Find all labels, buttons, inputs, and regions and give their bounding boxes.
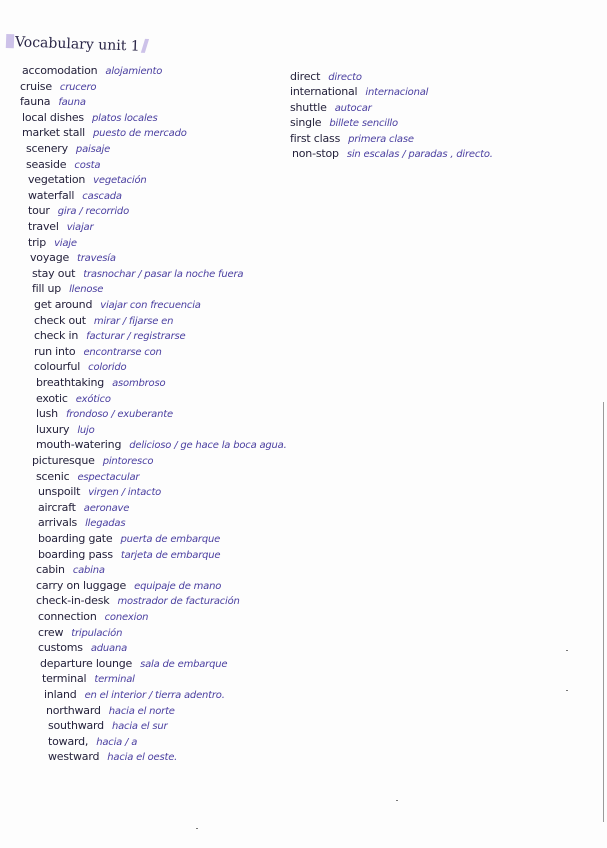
english-word: shuttle: [290, 101, 327, 114]
page-edge-line: [603, 402, 604, 822]
spanish-translation: puesto de mercado: [93, 128, 187, 139]
english-word: tour: [28, 204, 50, 217]
english-word: scenery: [26, 142, 68, 155]
spanish-translation: autocar: [334, 103, 372, 114]
vocab-entry: [32, 267, 243, 282]
spanish-translation: hacia el norte: [108, 706, 175, 717]
spanish-translation: sin escalas / paradas , directo.: [346, 149, 493, 160]
vocab-entry: [34, 298, 201, 313]
spanish-translation: mirar / fijarse en: [93, 316, 174, 327]
title-text: Vocabulary unit 1: [14, 34, 140, 55]
spanish-translation: virgen / intacto: [88, 487, 162, 498]
spanish-translation: tarjeta de embarque: [120, 550, 221, 561]
vocab-entry: [34, 345, 162, 360]
spanish-translation: vegetación: [93, 175, 147, 186]
english-word: exotic: [36, 392, 68, 405]
vocab-entry: [48, 719, 167, 734]
vocab-entry: [22, 111, 158, 126]
vocab-entry: [30, 251, 116, 266]
english-word: northward: [46, 704, 101, 717]
spanish-translation: asombroso: [112, 378, 166, 389]
spanish-translation: platos locales: [91, 113, 158, 124]
vocab-entry: [38, 516, 125, 531]
vocab-entry: [20, 80, 96, 95]
english-word: non-stop: [292, 147, 339, 160]
vocab-entry: [34, 329, 185, 344]
highlighter-mark: [6, 34, 14, 48]
english-word: single: [290, 116, 322, 129]
speck: [196, 828, 198, 829]
english-word: crew: [38, 626, 64, 639]
english-word: scenic: [36, 470, 70, 483]
vocab-entry: [26, 142, 110, 157]
english-word: mouth-watering: [36, 438, 122, 451]
spanish-translation: exótico: [75, 394, 111, 405]
page-title: [6, 34, 147, 55]
vocab-entry: [28, 236, 77, 251]
vocab-entry: [290, 85, 428, 100]
english-word: breathtaking: [36, 376, 105, 389]
spanish-translation: primera clase: [348, 134, 414, 145]
vocab-entry: [36, 470, 139, 485]
english-word: waterfall: [28, 189, 75, 202]
english-word: first class: [290, 132, 341, 145]
spanish-translation: hacia / a: [96, 737, 138, 748]
english-word: westward: [48, 750, 100, 763]
english-word: aircraft: [38, 501, 76, 514]
english-word: run into: [34, 345, 76, 358]
english-word: accomodation: [22, 64, 98, 77]
spanish-translation: costa: [74, 160, 101, 171]
vocab-entry: [34, 360, 126, 375]
spanish-translation: aeronave: [83, 503, 130, 514]
vocab-entry: [290, 132, 414, 147]
english-word: seaside: [26, 158, 67, 171]
spanish-translation: travesía: [77, 253, 116, 264]
spanish-translation: tripulación: [71, 628, 123, 639]
spanish-translation: fauna: [58, 97, 86, 108]
highlighter-mark: [141, 39, 149, 53]
english-word: voyage: [30, 251, 70, 264]
spanish-translation: en el interior / tierra adentro.: [84, 690, 225, 701]
english-word: check-in-desk: [36, 594, 110, 607]
spanish-translation: colorido: [88, 362, 127, 373]
vocab-entry: [36, 563, 105, 578]
english-word: lush: [36, 407, 58, 420]
english-word: southward: [48, 719, 104, 732]
vocab-entry: [38, 532, 220, 547]
vocab-entry: [38, 626, 122, 641]
english-word: fauna: [20, 95, 51, 108]
english-word: check in: [34, 329, 79, 342]
english-word: luxury: [36, 423, 70, 436]
vocab-entry: [36, 376, 165, 391]
spanish-translation: lujo: [77, 425, 95, 436]
vocab-entry: [38, 641, 127, 656]
vocab-entry: [38, 485, 161, 500]
vocab-entry: [290, 116, 398, 131]
spanish-translation: pintoresco: [102, 456, 154, 467]
english-word: trip: [28, 236, 47, 249]
english-word: vegetation: [28, 173, 86, 186]
english-word: connection: [38, 610, 97, 623]
english-word: picturesque: [32, 454, 95, 467]
spanish-translation: llegadas: [85, 518, 126, 529]
english-word: international: [290, 85, 358, 98]
vocab-entry: [38, 501, 129, 516]
vocab-entry: [22, 126, 187, 141]
vocab-entry: [290, 70, 362, 85]
spanish-translation: hacia el sur: [111, 721, 168, 732]
spanish-translation: espectacular: [77, 472, 140, 483]
spanish-translation: frondoso / exuberante: [65, 409, 173, 420]
spanish-translation: crucero: [59, 82, 97, 93]
vocab-entry: [46, 704, 175, 719]
english-word: arrivals: [38, 516, 78, 529]
vocab-entry: [36, 579, 221, 594]
vocab-entry: [28, 204, 129, 219]
vocab-entry: [36, 438, 287, 453]
english-word: carry on luggage: [36, 579, 127, 592]
vocab-entry: [28, 220, 93, 235]
vocab-entry: [48, 750, 177, 765]
spanish-translation: conexion: [104, 612, 149, 623]
spanish-translation: delicioso / ge hace la boca agua.: [129, 440, 287, 451]
english-word: travel: [28, 220, 59, 233]
vocab-entry: [290, 101, 372, 116]
english-word: unspoilt: [38, 485, 81, 498]
vocab-entry: [36, 392, 111, 407]
speck: [396, 800, 398, 801]
spanish-translation: terminal: [94, 674, 135, 685]
vocab-entry: [44, 688, 225, 703]
vocab-entry: [20, 95, 86, 110]
english-word: cabin: [36, 563, 65, 576]
spanish-translation: sala de embarque: [140, 659, 228, 670]
vocab-entry: [22, 64, 162, 79]
english-word: terminal: [42, 672, 87, 685]
vocab-entry: [26, 158, 100, 173]
vocab-entry: [48, 735, 137, 750]
vocab-entry: [28, 189, 122, 204]
vocab-entry: [32, 282, 103, 297]
english-word: customs: [38, 641, 83, 654]
speck: [566, 650, 568, 651]
vocab-entry: [42, 672, 135, 687]
spanish-translation: internacional: [365, 87, 429, 98]
spanish-translation: gira / recorrido: [57, 206, 129, 217]
english-word: market stall: [22, 126, 86, 139]
spanish-translation: viajar con frecuencia: [100, 300, 201, 311]
spanish-translation: encontrarse con: [83, 347, 162, 358]
english-word: inland: [44, 688, 77, 701]
english-word: cruise: [20, 80, 52, 93]
english-word: get around: [34, 298, 93, 311]
spanish-translation: billete sencillo: [329, 118, 398, 129]
vocab-entry: [292, 147, 493, 162]
vocab-entry: [40, 657, 227, 672]
vocab-entry: [38, 610, 148, 625]
spanish-translation: cabina: [72, 565, 105, 576]
spanish-translation: puerta de embarque: [120, 534, 221, 545]
vocab-entry: [36, 423, 95, 438]
spanish-translation: facturar / registrarse: [86, 331, 186, 342]
english-word: stay out: [32, 267, 76, 280]
vocab-entry: [36, 594, 240, 609]
spanish-translation: directo: [328, 72, 362, 83]
spanish-translation: equipaje de mano: [134, 581, 222, 592]
spanish-translation: llenose: [69, 284, 104, 295]
english-word: boarding pass: [38, 548, 113, 561]
vocab-entry: [36, 407, 173, 422]
spanish-translation: viaje: [54, 238, 77, 249]
english-word: fill up: [32, 282, 62, 295]
vocab-entry: [34, 314, 173, 329]
spanish-translation: paisaje: [75, 144, 111, 155]
english-word: direct: [290, 70, 321, 83]
english-word: departure lounge: [40, 657, 133, 670]
english-word: toward,: [48, 735, 89, 748]
spanish-translation: hacia el oeste.: [107, 752, 178, 763]
vocab-entry: [28, 173, 147, 188]
vocab-entry: [38, 548, 220, 563]
spanish-translation: viajar: [66, 222, 94, 233]
spanish-translation: alojamiento: [105, 66, 163, 77]
vocab-entry: [32, 454, 153, 469]
spanish-translation: aduana: [90, 643, 128, 654]
spanish-translation: trasnochar / pasar la noche fuera: [83, 269, 244, 280]
english-word: check out: [34, 314, 86, 327]
spanish-translation: cascada: [82, 191, 122, 202]
speck: [566, 690, 568, 691]
english-word: local dishes: [22, 111, 84, 124]
english-word: boarding gate: [38, 532, 113, 545]
english-word: colourful: [34, 360, 81, 373]
spanish-translation: mostrador de facturación: [117, 596, 240, 607]
